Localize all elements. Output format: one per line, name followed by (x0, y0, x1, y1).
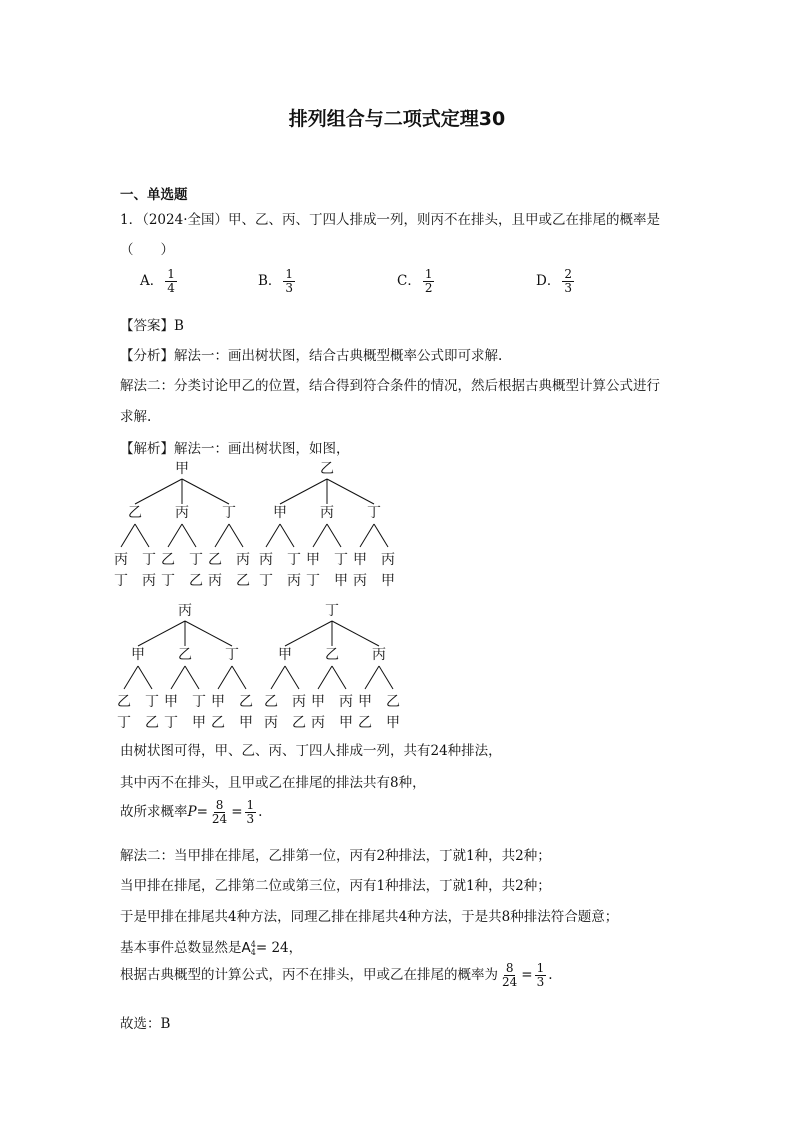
period: . (548, 967, 553, 983)
fraction-8-24 (210, 799, 229, 826)
tree-leaf: 丙 (259, 552, 273, 568)
tree-node: 甲 (273, 505, 287, 521)
solution-intro: 【解析】解法一：画出树状图，如图， (120, 441, 350, 457)
tree-leaf: 乙 (211, 715, 225, 731)
fraction-1-3 (535, 962, 547, 989)
tree-leaf: 丁 (259, 573, 273, 589)
tree-branch (365, 666, 379, 689)
tree-leaf: 丁 (161, 573, 175, 589)
tree-branch (171, 666, 185, 689)
tree-leaf: 甲 (211, 694, 225, 710)
conclusion-line-3 (120, 799, 262, 826)
tree-branch (185, 666, 199, 689)
tree-node: 乙 (128, 505, 142, 521)
tree-node: 丙 (372, 647, 386, 663)
fraction-num: 8 (215, 798, 224, 812)
tree-branch (332, 666, 346, 689)
page-title: 排列组合与二项式定理30 (288, 108, 506, 130)
tree-branch (271, 666, 285, 689)
arrangement-symbol: A (241, 940, 251, 956)
tree-leaf: 甲 (239, 715, 253, 731)
tree-branch (135, 524, 149, 547)
tree-root: 丙 (178, 603, 192, 619)
tree-leaf: 甲 (334, 573, 348, 589)
analysis-line-3: 求解. (120, 409, 152, 425)
analysis-line-1: 【分析】解法一：画出树状图，结合古典概型概率公式即可求解. (120, 348, 503, 364)
tree-leaf: 乙 (386, 694, 400, 710)
tree-leaf: 丙 (264, 715, 278, 731)
tree-branch (327, 524, 341, 547)
probability-variable: P (187, 804, 197, 820)
tree-branch (121, 524, 135, 547)
tree-leaf: 丙 (114, 552, 128, 568)
tree-root: 乙 (320, 461, 334, 477)
tree-leaf: 乙 (239, 694, 253, 710)
tree-leaf: 丙 (292, 694, 306, 710)
tree-branch (360, 524, 374, 547)
option-b-num: 1 (285, 267, 294, 281)
tree-leaf: 丙 (142, 573, 156, 589)
tree-node: 丁 (222, 505, 236, 521)
method2-line-5 (120, 962, 553, 989)
tree-branch (215, 524, 229, 547)
equals-sign: = (231, 804, 243, 820)
method2-line-1: 解法二：当甲排在排尾，乙排第一位，丙有2种排法，丁就1种，共2种； (120, 848, 551, 864)
method2-line-2: 当甲排在排尾，乙排第二位或第三位，丙有1种排法，丁就1种，共2种； (120, 878, 551, 894)
option-c-den: 2 (424, 281, 433, 295)
tree-leaf: 丁 (142, 552, 156, 568)
tree-branch (135, 479, 182, 504)
arrangement-sub: 4 (250, 947, 256, 957)
fraction-num: 1 (246, 798, 255, 812)
tree-leaf: 丙 (381, 552, 395, 568)
tree-branch (374, 524, 388, 547)
period: . (258, 804, 263, 820)
tree-leaf: 甲 (353, 552, 367, 568)
fraction-den: 24 (502, 975, 518, 989)
tree-node: 甲 (131, 647, 145, 663)
tree-node: 丁 (225, 647, 239, 663)
tree-leaf: 丁 (189, 552, 203, 568)
tree-leaf: 甲 (164, 694, 178, 710)
tree-branch (318, 666, 332, 689)
tree-leaf: 乙 (208, 552, 222, 568)
method2-line-4 (120, 936, 302, 957)
tree-leaf: 丙 (353, 573, 367, 589)
tree-node: 乙 (178, 647, 192, 663)
final-answer: 故选：B (120, 1016, 171, 1032)
tree-leaf: 甲 (192, 715, 206, 731)
tree-leaf: 乙 (145, 715, 159, 731)
option-d-label: D． (536, 273, 561, 289)
tree-branch (182, 524, 196, 547)
fraction-num: 1 (536, 961, 545, 975)
tree-branch (313, 524, 327, 547)
tree-branch (285, 666, 299, 689)
tree-leaf: 乙 (292, 715, 306, 731)
fraction-num: 8 (505, 961, 514, 975)
method2-line-3: 于是甲排在排尾共4种方法，同理乙排在排尾共4种方法，于是共8种排法符合题意； (120, 909, 619, 925)
tree-leaf: 乙 (264, 694, 278, 710)
tree-node: 丙 (320, 505, 334, 521)
tree-leaf: 甲 (386, 715, 400, 731)
tree-branch (327, 479, 374, 504)
fraction-1-3 (245, 799, 257, 826)
analysis-line-2: 解法二：分类讨论甲乙的位置，结合得到符合条件的情况，然后根据古典概型计算公式进行 (120, 378, 660, 394)
tree-leaf: 甲 (358, 694, 372, 710)
fraction-den: 3 (536, 975, 545, 989)
tree-leaf: 丁 (287, 552, 301, 568)
fraction-8-24 (500, 962, 519, 989)
tree-leaf: 丁 (114, 573, 128, 589)
tree-branch (185, 621, 232, 646)
tree-node: 丙 (175, 505, 189, 521)
conclusion-line-2: 其中丙不在排头，且甲或乙在排尾的排法共有8种， (120, 775, 426, 791)
tree-branch (168, 524, 182, 547)
option-c-num: 1 (424, 267, 433, 281)
tree-branch (332, 621, 379, 646)
tree-leaf: 乙 (358, 715, 372, 731)
tree-branch (229, 524, 243, 547)
option-c-label: C． (397, 273, 421, 289)
tree-leaf: 丁 (117, 715, 131, 731)
tree-leaf: 丙 (236, 552, 250, 568)
conclusion-prefix: 故所求概率 (120, 804, 188, 820)
answer-line: 【答案】B (120, 318, 184, 334)
tree-leaf: 乙 (236, 573, 250, 589)
option-a-den: 4 (167, 281, 175, 295)
question-line-2: （ ） (120, 242, 174, 258)
method2-line-4-suffix: = 24， (255, 940, 303, 956)
tree-leaf: 甲 (311, 694, 325, 710)
tree-root: 甲 (175, 461, 189, 477)
tree-leaf: 丁 (192, 694, 206, 710)
tree-node: 乙 (325, 647, 339, 663)
question-line-1: 1．（2024·全国）甲、乙、丙、丁四人排成一列，则丙不在排头，且甲或乙在排尾的概率是 (120, 212, 660, 228)
tree-leaf: 乙 (117, 694, 131, 710)
equals-sign: = (196, 804, 208, 820)
option-a-label: A． (140, 273, 164, 289)
tree-leaf: 甲 (339, 715, 353, 731)
tree-branch (138, 621, 185, 646)
tree-branch (218, 666, 232, 689)
arrangement-sup: 4 (250, 939, 256, 949)
conclusion-line-1: 由树状图可得，甲、乙、丙、丁四人排成一列，共有24种排法， (120, 743, 502, 759)
tree-leaf: 乙 (161, 552, 175, 568)
tree-branch (280, 479, 327, 504)
option-d-num: 2 (564, 267, 572, 281)
method2-line-5-prefix: 根据古典概型的计算公式，丙不在排头，甲或乙在排尾的概率为 (120, 967, 498, 983)
option-b-label: B． (258, 273, 282, 289)
option-d-den: 3 (564, 281, 572, 295)
tree-leaf: 丙 (208, 573, 222, 589)
tree-branch (138, 666, 152, 689)
tree-branch (232, 666, 246, 689)
tree-root: 丁 (325, 603, 339, 619)
option-a-num: 1 (167, 267, 175, 281)
tree-branch (266, 524, 280, 547)
tree-leaf: 甲 (381, 573, 395, 589)
equals-sign: = (521, 967, 533, 983)
tree-branch (285, 621, 332, 646)
tree-branch (280, 524, 294, 547)
tree-leaf: 丙 (311, 715, 325, 731)
tree-branch (379, 666, 393, 689)
tree-leaf: 甲 (306, 552, 320, 568)
tree-leaf: 丁 (145, 694, 159, 710)
tree-node: 丁 (367, 505, 381, 521)
section-heading: 一、单选题 (120, 187, 188, 203)
tree-branch (182, 479, 229, 504)
tree-leaf: 丁 (306, 573, 320, 589)
tree-branch (124, 666, 138, 689)
method2-line-4-prefix: 基本事件总数显然是 (120, 940, 242, 956)
tree-leaf: 丁 (334, 552, 348, 568)
option-b-den: 3 (285, 281, 294, 295)
fraction-den: 3 (246, 812, 255, 826)
tree-node: 甲 (278, 647, 292, 663)
tree-leaf: 丁 (164, 715, 178, 731)
tree-leaf: 丙 (339, 694, 353, 710)
tree-leaf: 乙 (189, 573, 203, 589)
fraction-den: 24 (211, 812, 228, 826)
tree-leaf: 丙 (287, 573, 301, 589)
